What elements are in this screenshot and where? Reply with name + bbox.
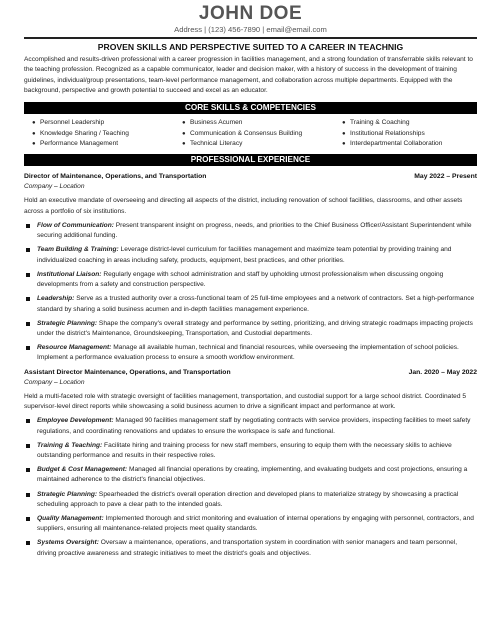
square-bullet-icon bbox=[26, 493, 30, 497]
square-bullet-icon bbox=[26, 419, 30, 423]
header-divider bbox=[24, 37, 477, 39]
bullet-icon: ● bbox=[32, 130, 36, 137]
skill-item: ● Knowledge Sharing / Teaching bbox=[32, 129, 182, 140]
job-bullet: Institutional Liaison: Regularly engage with school administration and staff by upholding utmost professionalism when discussing ongoing developments from a safety and construction perspective. bbox=[24, 270, 477, 290]
job-bullet: Strategic Planning: Spearheaded the district's overall operation direction and developed plans to materialize strategy by showcasing a practical scheduling approach to pave a clear path to the intended goals. bbox=[24, 490, 477, 510]
job-company: Company – Location bbox=[24, 183, 85, 191]
job-bullet: Quality Management: Implemented thorough and strict monitoring and evaluation of internal operations by engaging with personnel, contractors, and suppliers, ensuring all maintenance-related projects meet quality standards. bbox=[24, 514, 477, 534]
bullet-icon: ● bbox=[32, 141, 36, 148]
job-header bbox=[24, 172, 477, 182]
skill-item: ● Training & Coaching bbox=[342, 118, 477, 129]
bullet-icon: ● bbox=[182, 119, 186, 126]
skill-item: ● Business Acumen bbox=[182, 118, 342, 129]
job-bullet: Strategic Planning: Shape the company's overall strategy and performance by setting, prioritizing, and driving strategic roadmaps impacting projects under the district's Maintenance, Groundskeeping, Transportation, and Custodial departments. bbox=[24, 319, 477, 339]
job-bullets bbox=[24, 221, 477, 363]
job-dates: May 2022 – Present bbox=[414, 173, 477, 181]
skill-item: ● Communication & Consensus Building bbox=[182, 129, 342, 140]
bullet-icon: ● bbox=[32, 119, 36, 126]
bullet-icon: ● bbox=[182, 141, 186, 148]
job-intro: Hold an executive mandate of overseeing and directing all aspects of the district, including renovation of school facilities, classrooms, and other assets across a portfolio of six institutions. bbox=[24, 197, 463, 215]
job-entry bbox=[24, 172, 477, 363]
job-bullet: Budget & Cost Management: Managed all financial operations by creating, implementing, and evaluating budgets and cost projections, ensuring a maintained adherence to the district's financial objectives. bbox=[24, 465, 477, 485]
skill-item: ● Technical Literacy bbox=[182, 139, 342, 150]
bullet-icon: ● bbox=[182, 130, 186, 137]
job-bullet: Team Building & Training: Leverage district-level curriculum for facilities management and maximize team potential by providing training and individualized coaching in areas including safety, products, equipment, best practices, and other priorities. bbox=[24, 245, 477, 265]
job-title: Assistant Director Maintenance, Operations, and Transportation bbox=[24, 368, 231, 376]
square-bullet-icon bbox=[26, 346, 30, 350]
tagline: PROVEN SKILLS AND PERSPECTIVE SUITED TO A CAREER IN TEACHNIG bbox=[97, 41, 404, 52]
skill-item: ● Personnel Leadership bbox=[32, 118, 182, 129]
contact-line: Address | (123) 456-7890 | email@email.com bbox=[174, 25, 327, 34]
job-bullet: Systems Oversight: Oversaw a maintenance, operations, and transportation system in coordination with senior managers and team personnel, driving proactive awareness and strategic initiatives to meet the district's goals and objectives. bbox=[24, 538, 477, 558]
job-bullets bbox=[24, 416, 477, 558]
bullet-icon: ● bbox=[342, 141, 346, 148]
job-bullet: Training & Teaching: Facilitate hiring and training process for new staff members, ensuring to equip them with the necessary skills to achieve outstanding performance and results in their respective roles. bbox=[24, 441, 477, 461]
square-bullet-icon bbox=[26, 468, 30, 472]
core-skills-heading: CORE SKILLS & COMPETENCIES bbox=[24, 102, 477, 114]
square-bullet-icon bbox=[26, 444, 30, 448]
job-bullet: Employee Development: Managed 90 facilities management staff by negotiating contracts with service providers, inspecting facilities to meet safety regulations, and coordinating renovations and updates to ensure the workspace is safe and functional. bbox=[24, 416, 477, 436]
job-title: Director of Maintenance, Operations, and Transportation bbox=[24, 173, 207, 181]
job-bullet: Flow of Communication: Present transparent insight on progress, needs, and priorities to the Chief Business Officer/Assistant Superintendent while securing additional funding. bbox=[24, 221, 477, 241]
summary-paragraph: Accomplished and results-driven professional with a career progression in facilities management, and a strong foundation of transferrable skills relevant to the teaching profession. Recognized as a capable communicator, leader and decision maker, with a history of success in the development of training guidelines, individual/group presentations, team-level performance management, and collaboration across multiple departments. Equipped with the background, perspective and growth potential to succeed and excel as an educator. bbox=[24, 55, 473, 95]
experience-heading: PROFESSIONAL EXPERIENCE bbox=[24, 154, 477, 166]
bullet-icon: ● bbox=[342, 130, 346, 137]
square-bullet-icon bbox=[26, 322, 30, 326]
square-bullet-icon bbox=[26, 224, 30, 228]
square-bullet-icon bbox=[26, 541, 30, 545]
job-bullet: Leadership: Serve as a trusted authority over a cross-functional team of 25 full-time employees and a network of contractors. Set a high-performance standard by sharing a solid business acumen and in-depth facilities management experience. bbox=[24, 294, 477, 314]
job-bullet: Resource Management: Manage all available human, technical and financial resources, while overseeing the implementation of school policies. Implement a performance evaluation process to ensure a smooth workflow environment. bbox=[24, 343, 477, 363]
candidate-name: JOHN DOE bbox=[198, 3, 303, 24]
square-bullet-icon bbox=[26, 248, 30, 252]
square-bullet-icon bbox=[26, 273, 30, 277]
job-entry bbox=[24, 368, 477, 559]
square-bullet-icon bbox=[26, 297, 30, 301]
core-skills-list bbox=[24, 118, 477, 150]
skill-item: ● Institutional Relationships bbox=[342, 129, 477, 140]
job-intro: Held a multi-faceted role with strategic oversight of facilities management, transportation, and custodial support for a large school district. Coordinated 5 supervisor-level direct reports while showcasing a solid business acumen to drive a significant impact and performance at work. bbox=[24, 392, 467, 410]
skill-item: ● Interdepartmental Collaboration bbox=[342, 139, 477, 150]
job-company: Company – Location bbox=[24, 378, 85, 386]
skill-item: ● Performance Management bbox=[32, 139, 182, 150]
bullet-icon: ● bbox=[342, 119, 346, 126]
square-bullet-icon bbox=[26, 517, 30, 521]
job-dates: Jan. 2020 – May 2022 bbox=[408, 368, 477, 376]
job-header bbox=[24, 368, 477, 378]
